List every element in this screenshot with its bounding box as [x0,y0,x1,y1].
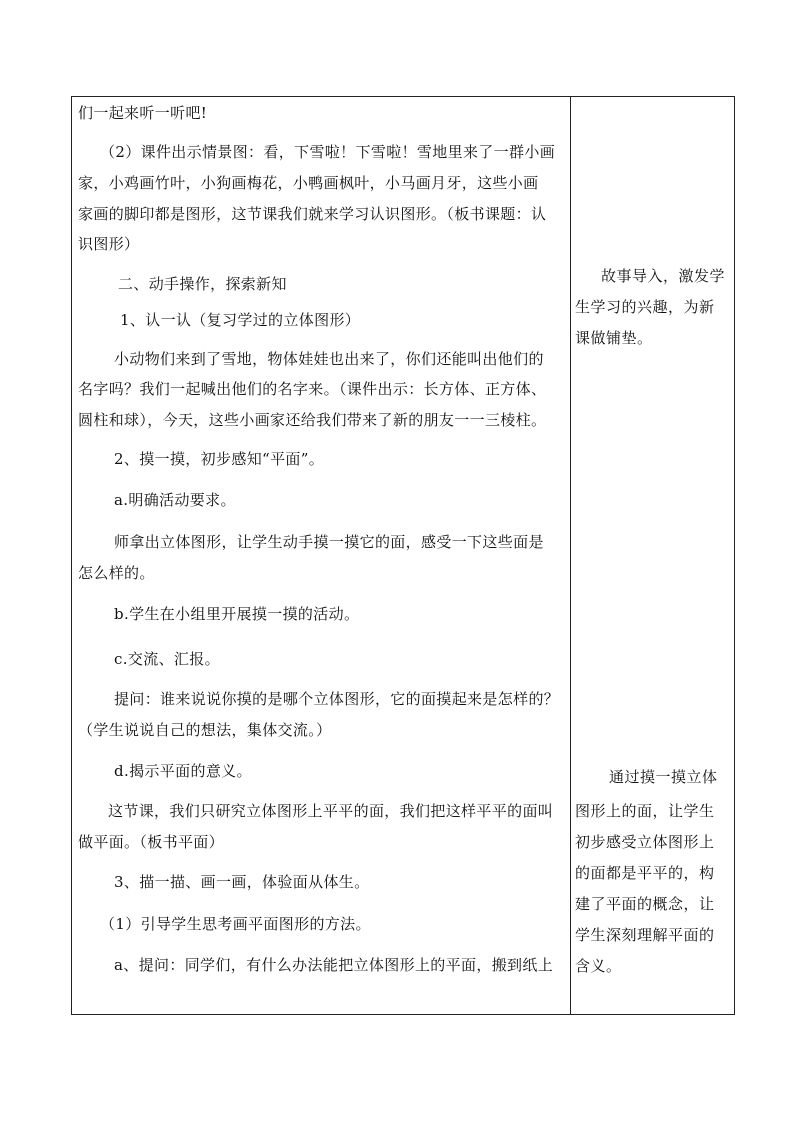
lesson-text-line: （2）课件出示情景图：看，下雪啦！下雪啦！雪地里来了一群小画 [100,143,556,161]
design-note-line: 学生深刻理解平面的 [575,926,715,944]
lesson-text-line: 师拿出立体图形，让学生动手摸一摸它的面，感受一下这些面是 [114,533,544,551]
design-note-line: 课做铺垫。 [575,329,653,347]
lesson-plan-table [71,96,735,1015]
lesson-text-line: 小动物们来到了雪地，物体娃娃也出来了，你们还能叫出他们的 [114,350,544,368]
lesson-text-line: a.明确活动要求。 [114,491,236,509]
lesson-text-line: 家画的脚印都是图形，这节课我们就来学习认识图形。（板书课题：认 [78,205,547,223]
lesson-text-line: （1）引导学生思考画平面图形的方法。 [100,915,371,933]
lesson-text-line: 们一起来听一听吧! [78,104,208,122]
lesson-text-line: （学生说说自己的想法，集体交流。） [78,721,332,739]
teaching-process-column [72,97,570,1014]
design-note-line: 通过摸一摸立体 [609,768,718,786]
lesson-text-line: 做平面。（板书平面） [78,833,225,851]
design-note-line: 的面都是平平的，构 [575,864,715,882]
lesson-text-line: 家，小鸡画竹叶，小狗画梅花，小鸭画枫叶，小马画月牙，这些小画 [78,174,539,192]
lesson-text-line: a、提问：同学们，有什么办法能把立体图形上的平面，搬到纸上 [114,956,554,974]
design-note-line: 图形上的面，让学生 [575,802,715,820]
lesson-text-line: 识图形） [78,235,140,253]
lesson-text-line: 名字吗？我们一起喊出他们的名字来。（课件出示：长方体、正方体、 [78,380,547,398]
design-note-line: 生学习的兴趣，为新 [575,298,715,316]
lesson-text-line: b.学生在小组里开展摸一摸的活动。 [114,605,360,623]
design-intent-column [571,97,734,1014]
design-note-line: 故事导入，激发学 [601,267,726,285]
lesson-text-line: 2、摸一摸，初步感知“平面”。 [114,450,325,468]
lesson-text-line: 怎么样的。 [78,564,155,582]
lesson-text-line: 二、动手操作，探索新知 [118,275,287,293]
lesson-text-line: 圆柱和球），今天，这些小画家还给我们带来了新的朋友一一三棱柱。 [78,411,547,429]
design-note-line: 建了平面的概念，让 [575,895,715,913]
design-note-line: 含义。 [575,957,622,975]
design-note-line: 初步感受立体图形上 [575,833,715,851]
lesson-text-line: 3、描一描、画一画，体验面从体生。 [114,873,370,891]
lesson-text-line: 1、认一认（复习学过的立体图形） [120,311,361,329]
lesson-text-line: d.揭示平面的意义。 [114,762,252,780]
lesson-text-line: 这节课，我们只研究立体图形上平平的面，我们把这样平平的面叫 [108,802,554,820]
lesson-text-line: 提问：谁来说说你摸的是哪个立体图形，它的面摸起来是怎样的？ [114,690,560,708]
lesson-text-line: c.交流、汇报。 [114,650,220,668]
